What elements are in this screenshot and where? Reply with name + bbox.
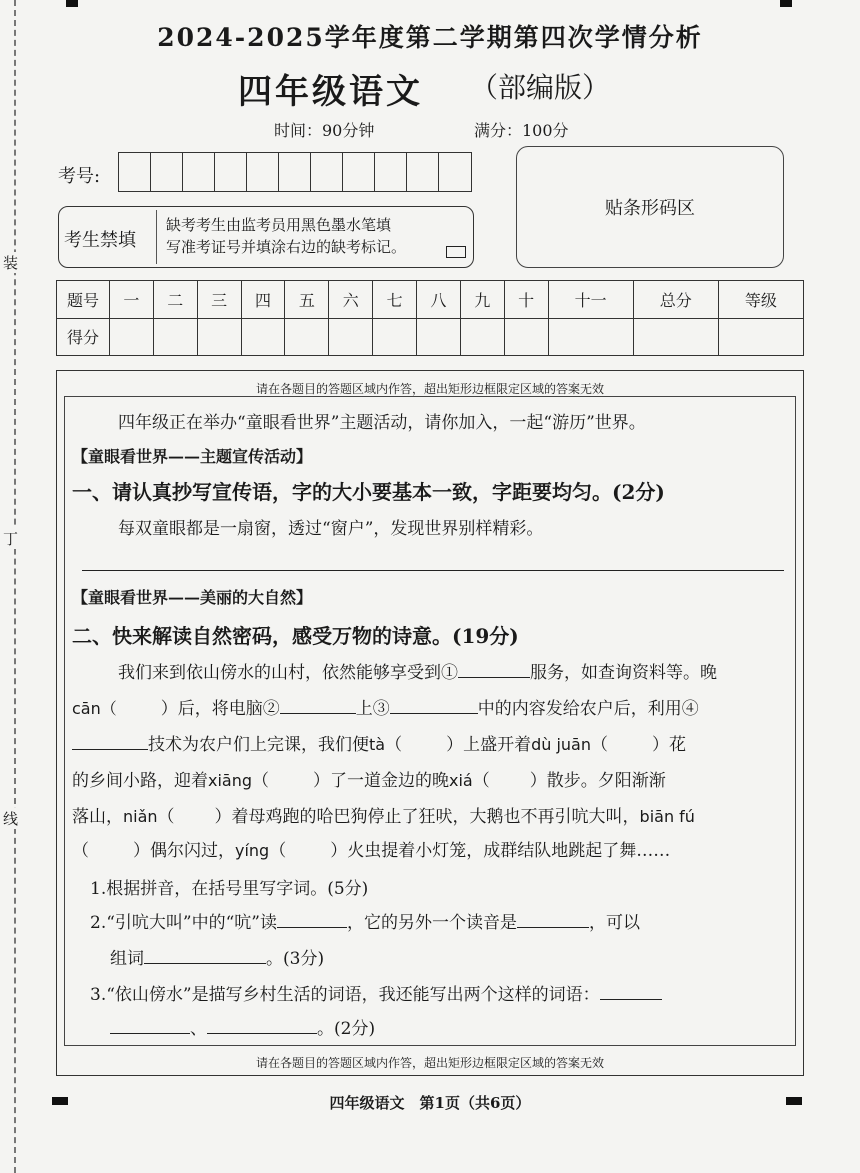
score-table <box>56 280 804 356</box>
notice-divider <box>156 210 157 264</box>
passage-line-2: cān（ ）后，将电脑② 上③ 中的内容发给农户后，利用④ <box>72 699 699 719</box>
absent-notice-text <box>166 214 466 258</box>
exam-time: 时间：90分钟 <box>274 121 375 140</box>
answer-blank-4[interactable] <box>72 735 148 750</box>
exam-number-label: 考号: <box>58 166 101 187</box>
barcode-label: 贴条形码区 <box>605 198 695 219</box>
subquestion-2-cont: 组词 。(3分) <box>110 949 325 969</box>
registration-mark-top-right <box>780 0 792 7</box>
score-header-cell: 题号 <box>57 281 110 319</box>
score-header-cell: 六 <box>329 281 373 319</box>
question2-title: 二、快来解读自然密码，感受万物的诗意。(19分) <box>72 624 519 648</box>
score-header-cell: 五 <box>285 281 329 319</box>
score-cell[interactable] <box>417 318 461 356</box>
absent-notice-line1: 缺考考生由监考员用黑色墨水笔填 <box>166 216 392 234</box>
slogan-text: 每双童眼都是一扇窗，透过“窗户”，发现世界别样精彩。 <box>118 519 544 539</box>
answer-area-note-top: 请在各题目的答题区域内作答，超出矩形边框限定区域的答案无效 <box>255 382 604 396</box>
score-header-cell: 七 <box>373 281 417 319</box>
binding-mark-zhuang: 装 <box>3 254 19 272</box>
answer-blank-idiom-2[interactable] <box>207 1019 317 1034</box>
absent-notice-line2: 写准考证号并填涂右边的缺考标记。 <box>166 238 407 256</box>
passage-line-3: 技术为农户们上完课，我们便tà（ ）上盛开着dù juān（ ）花 <box>72 730 686 755</box>
score-cell[interactable] <box>110 318 154 356</box>
edition-label: （部编版） <box>470 71 611 104</box>
score-cell[interactable] <box>718 318 803 356</box>
score-cell[interactable] <box>504 318 548 356</box>
question1-title: 一、请认真抄写宣传语，字的大小要基本一致，字距要均匀。(2分) <box>72 480 665 504</box>
exam-title: 2024-2025学年度第二学期第四次学情分析 <box>157 23 703 52</box>
answer-blank-idiom-1[interactable] <box>110 1019 190 1034</box>
score-cell[interactable] <box>373 318 417 356</box>
section1-heading: 【童眼看世界——主题宣传活动】 <box>72 447 313 466</box>
score-header-cell: 总分 <box>633 281 718 319</box>
score-header-cell: 十 <box>504 281 548 319</box>
score-table-header-row <box>57 281 804 319</box>
answer-blank-2[interactable] <box>280 699 356 714</box>
copy-answer-line[interactable] <box>82 570 784 571</box>
score-cell[interactable] <box>241 318 285 356</box>
score-header-cell: 八 <box>417 281 461 319</box>
score-cell[interactable] <box>460 318 504 356</box>
score-header-cell: 十一 <box>548 281 633 319</box>
score-row-label: 得分 <box>57 318 110 356</box>
subject-title: 四年级语文 <box>238 72 423 112</box>
answer-blank-other-pronunciation[interactable] <box>517 913 589 928</box>
page-footer: 四年级语文 第1页（共6页） <box>329 1094 531 1112</box>
section2-heading: 【童眼看世界——美丽的大自然】 <box>72 588 313 607</box>
score-table-score-row <box>57 318 804 356</box>
registration-mark-top-left <box>66 0 78 7</box>
score-header-cell: 九 <box>460 281 504 319</box>
answer-blank-idiom-1a[interactable] <box>600 985 662 1000</box>
subquestion-2: 2.“引吭大叫”中的“吭”读 ，它的另外一个读音是 ，可以 <box>90 913 640 933</box>
score-header-cell: 三 <box>197 281 241 319</box>
candidate-forbidden-label: 考生禁填 <box>64 230 136 251</box>
passage-line-5: 落山，niǎn（ ）着母鸡跑的哈巴狗停止了狂吠，大鹅也不再引吭大叫，biān fú <box>72 807 695 827</box>
score-cell[interactable] <box>548 318 633 356</box>
score-header-cell: 四 <box>241 281 285 319</box>
subquestion-3-cont: 、 。(2分) <box>110 1014 375 1039</box>
full-score: 满分：100分 <box>474 121 569 140</box>
absent-mark-box[interactable] <box>446 246 466 258</box>
passage-line-6: （ ）偶尔闪过，yíng（ ）火虫提着小灯笼，成群结队地跳起了舞…… <box>72 841 671 861</box>
answer-blank-word[interactable] <box>144 949 266 964</box>
intro-text: 四年级正在举办“童眼看世界”主题活动，请你加入，一起“游历”世界。 <box>118 413 646 433</box>
subquestion-3: 3.“依山傍水”是描写乡村生活的词语，我还能写出两个这样的词语： <box>90 980 662 1005</box>
answer-blank-pronunciation[interactable] <box>277 913 347 928</box>
score-cell[interactable] <box>153 318 197 356</box>
binding-mark-ding: 丁 <box>3 530 19 548</box>
binding-mark-xian: 线 <box>3 810 19 828</box>
passage-line-4: 的乡间小路，迎着xiāng（ ）了一道金边的晚xiá（ ）散步。夕阳渐渐 <box>72 771 666 791</box>
passage-line-1: 我们来到依山傍水的山村，依然能够享受到① 服务，如查询资料等。晚 <box>118 663 717 683</box>
score-cell[interactable] <box>329 318 373 356</box>
score-header-cell: 一 <box>110 281 154 319</box>
barcode-area <box>516 146 784 268</box>
answer-area-note-bottom: 请在各题目的答题区域内作答，超出矩形边框限定区域的答案无效 <box>255 1056 604 1070</box>
subquestion-1: 1.根据拼音，在括号里写字词。(5分) <box>90 879 369 899</box>
score-cell[interactable] <box>285 318 329 356</box>
score-cell[interactable] <box>197 318 241 356</box>
score-cell[interactable] <box>633 318 718 356</box>
score-header-cell: 二 <box>153 281 197 319</box>
answer-blank-1[interactable] <box>458 663 530 678</box>
binding-dashed-line <box>14 0 16 1173</box>
exam-number-grid[interactable] <box>118 152 472 192</box>
score-header-cell: 等级 <box>718 281 803 319</box>
answer-blank-3[interactable] <box>390 699 478 714</box>
